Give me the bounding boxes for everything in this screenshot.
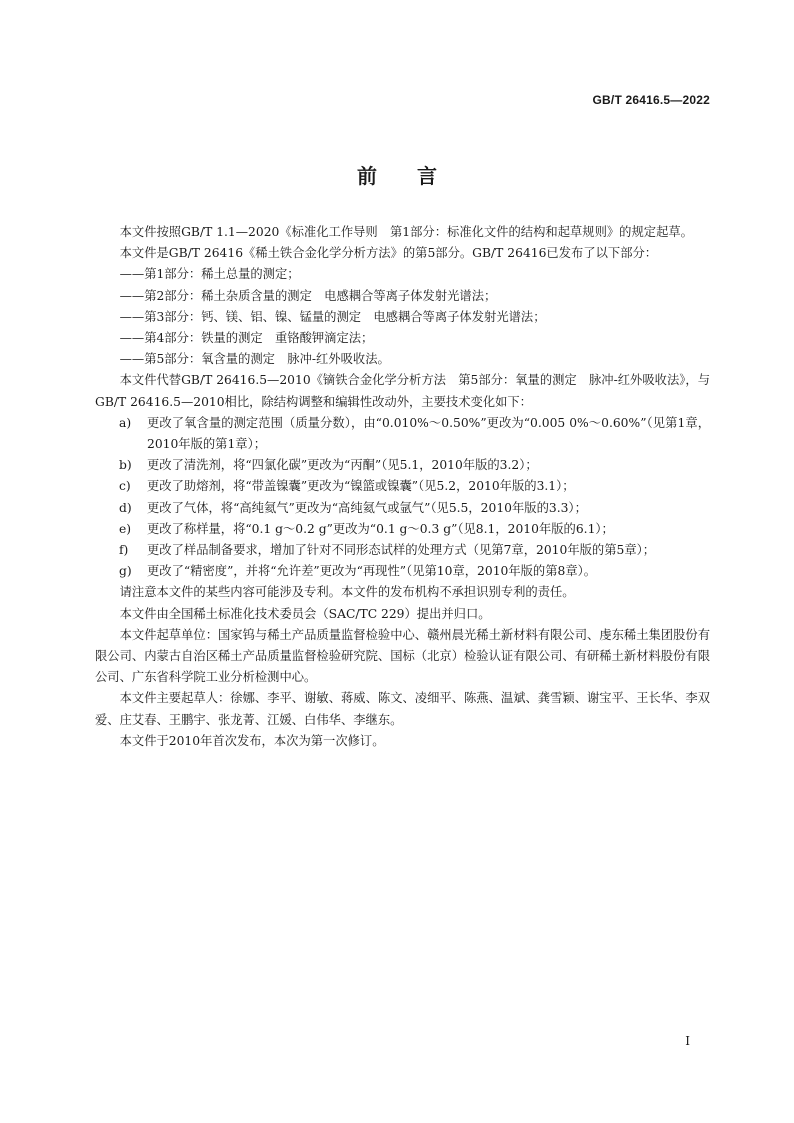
change-item-mark: b) [119, 458, 132, 473]
change-item [95, 413, 710, 455]
change-item [95, 540, 710, 561]
change-item-text: 更改了氧含量的测定范围（质量分数），由“0.010%～0.50%”更改为“0.005 0%～0.60%”（见第1章，2010年版的第1章）； [147, 415, 710, 452]
part-list-item: ——第2部分：稀土杂质含量的测定 电感耦合等离子体发射光谱法； [119, 288, 497, 303]
part-list-item: ——第3部分：钙、镁、铝、镍、锰量的测定 电感耦合等离子体发射光谱法； [119, 309, 546, 324]
page-number: I [685, 1034, 690, 1048]
change-item-text: 更改了助熔剂，将“带盖镍囊”更改为“镍篮或镍囊”（见5.2，2010年版的3.1）； [147, 479, 575, 494]
change-item [95, 476, 710, 497]
change-item-mark: g) [119, 564, 132, 579]
replacement-paragraph: 本文件代替GB/T 26416.5—2010《镝铁合金化学分析方法 第5部分：氧量的测定 脉冲-红外吸收法》，与GB/T 26416.5—2010相比，除结构调整和编辑性改动外，主要技术变化如下： [95, 373, 710, 409]
standard-code: GB/T 26416.5—2022 [592, 93, 710, 107]
part-list-item: ——第5部分：氧含量的测定 脉冲-红外吸收法。 [119, 352, 390, 367]
revision-history-paragraph: 本文件于2010年首次发布，本次为第一次修订。 [119, 733, 385, 748]
change-item [95, 561, 710, 582]
patent-notice: 请注意本文件的某些内容可能涉及专利。本文件的发布机构不承担识别专利的责任。 [119, 585, 575, 600]
change-item [95, 455, 710, 476]
change-item-mark: f) [119, 543, 129, 558]
committee-paragraph: 本文件由全国稀土标准化技术委员会（SAC/TC 229）提出并归口。 [119, 606, 491, 621]
intro-paragraph-2: 本文件是GB/T 26416《稀土铁合金化学分析方法》的第5部分。GB/T 26416已发布了以下部分： [119, 246, 658, 261]
intro-paragraph-1: 本文件按照GB/T 1.1—2020《标准化工作导则 第1部分：标准化文件的结构和起草规则》的规定起草。 [119, 225, 693, 239]
change-item-text: 更改了清洗剂，将“四氯化碳”更改为“丙酮”（见5.1，2010年版的3.2）； [147, 458, 538, 473]
change-item-text: 更改了称样量，将“0.1 g～0.2 g”更改为“0.1 g～0.3 g”（见8.1，2010年版的6.1）； [147, 521, 614, 536]
change-item-text: 更改了气体，将“高纯氦气”更改为“高纯氦气或氩气”（见5.5，2010年版的3.3）； [147, 500, 587, 515]
part-list-item: ——第1部分：稀土总量的测定； [119, 267, 300, 282]
drafters-paragraph: 本文件主要起草人：徐娜、李平、谢敏、蒋威、陈文、凌细平、陈燕、温斌、龚雪颖、谢宝平、王长华、李双爱、庄艾春、王鹏宇、张龙菁、江媛、白伟华、李继东。 [95, 691, 710, 727]
change-item-text: 更改了“精密度”，并将“允许差”更改为“再现性”（见第10章，2010年版的第8章）。 [147, 564, 597, 579]
change-item-mark: a) [119, 415, 132, 430]
change-item-mark: e) [119, 521, 132, 536]
change-item [95, 519, 710, 540]
document-body [95, 222, 710, 752]
change-item-mark: d) [119, 500, 132, 515]
part-list-item: ——第4部分：铁量的测定 重铬酸钾滴定法； [119, 331, 374, 346]
page-title: 前言 [357, 164, 477, 188]
change-item [95, 498, 710, 519]
change-item-mark: c) [119, 479, 131, 494]
drafting-units-paragraph: 本文件起草单位：国家钨与稀土产品质量监督检验中心、赣州晨光稀土新材料有限公司、虔东稀土集团股份有限公司、内蒙古自治区稀土产品质量监督检验研究院、国标（北京）检验认证有限公司、有研稀土新材料股份有限公司、广东省科学院工业分析检测中心。 [95, 627, 710, 685]
change-item-text: 更改了样品制备要求，增加了针对不同形态试样的处理方式（见第7章，2010年版的第5章）； [147, 543, 656, 558]
